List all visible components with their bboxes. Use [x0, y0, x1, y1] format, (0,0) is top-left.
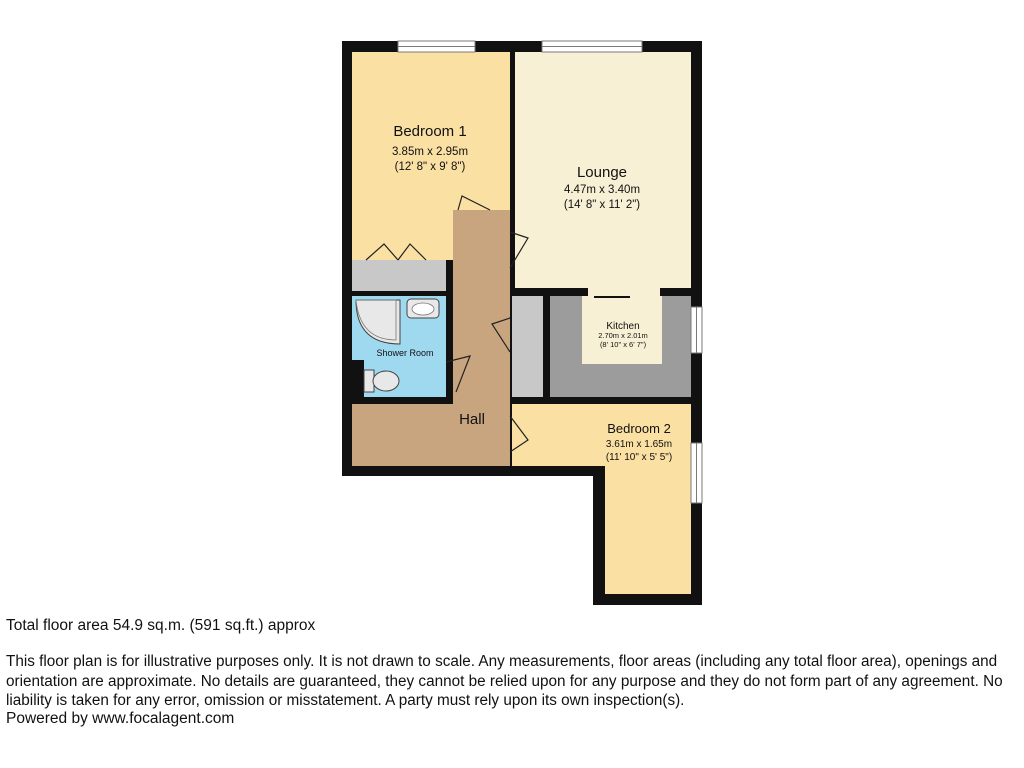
- lounge-metric: 4.47m x 3.40m: [563, 184, 641, 196]
- kitchen-metric: 2.70m x 2.01m: [598, 331, 648, 340]
- shower-room-wall-stub: [352, 360, 364, 397]
- bedroom-1-imperial: (12' 8" x 9' 8"): [394, 161, 466, 173]
- lounge-imperial: (14' 8" x 11' 2"): [563, 199, 641, 211]
- hall-name: Hall: [459, 411, 485, 428]
- basin-icon: [407, 299, 439, 318]
- shower-room-name: Shower Room: [376, 348, 434, 358]
- powered-by-text: Powered by www.focalagent.com: [6, 710, 235, 727]
- bedroom-2-metric: 3.61m x 1.65m: [605, 439, 673, 450]
- kitchen-worktop-right: [662, 296, 691, 330]
- total-floor-area: Total floor area 54.9 sq.m. (591 sq.ft.) approx: [6, 617, 316, 634]
- bedroom-2-imperial: (11' 10" x 5' 5"): [605, 452, 673, 463]
- disclaimer-text: This floor plan is for illustrative purposes only. It is not drawn to scale. Any measurements, floor areas (including any total floor area), openings and orientation are approximate. No details are guaranteed, they cannot be relied upon for any purpose and they do not form part of any agreement. No liability is taken for any error, omission or misstatement. A party must rely upon its own inspection(s).: [6, 653, 1003, 709]
- bedroom-1-name: Bedroom 1: [393, 123, 467, 140]
- kitchen-name: Kitchen: [606, 321, 640, 332]
- bedroom-2-name: Bedroom 2: [607, 421, 671, 436]
- hall-floor-lower: [352, 404, 510, 466]
- lounge-name: Lounge: [576, 164, 628, 181]
- kitchen-opening: [588, 288, 660, 296]
- toilet-icon: [364, 370, 399, 392]
- hall-floor-vertical: [453, 210, 510, 404]
- kitchen-imperial: (8' 10" x 6' 7"): [599, 340, 647, 349]
- wardrobe-area: [352, 260, 446, 291]
- storage-cupboard: [512, 296, 543, 397]
- bedroom-1-metric: 3.85m x 2.95m: [391, 146, 469, 158]
